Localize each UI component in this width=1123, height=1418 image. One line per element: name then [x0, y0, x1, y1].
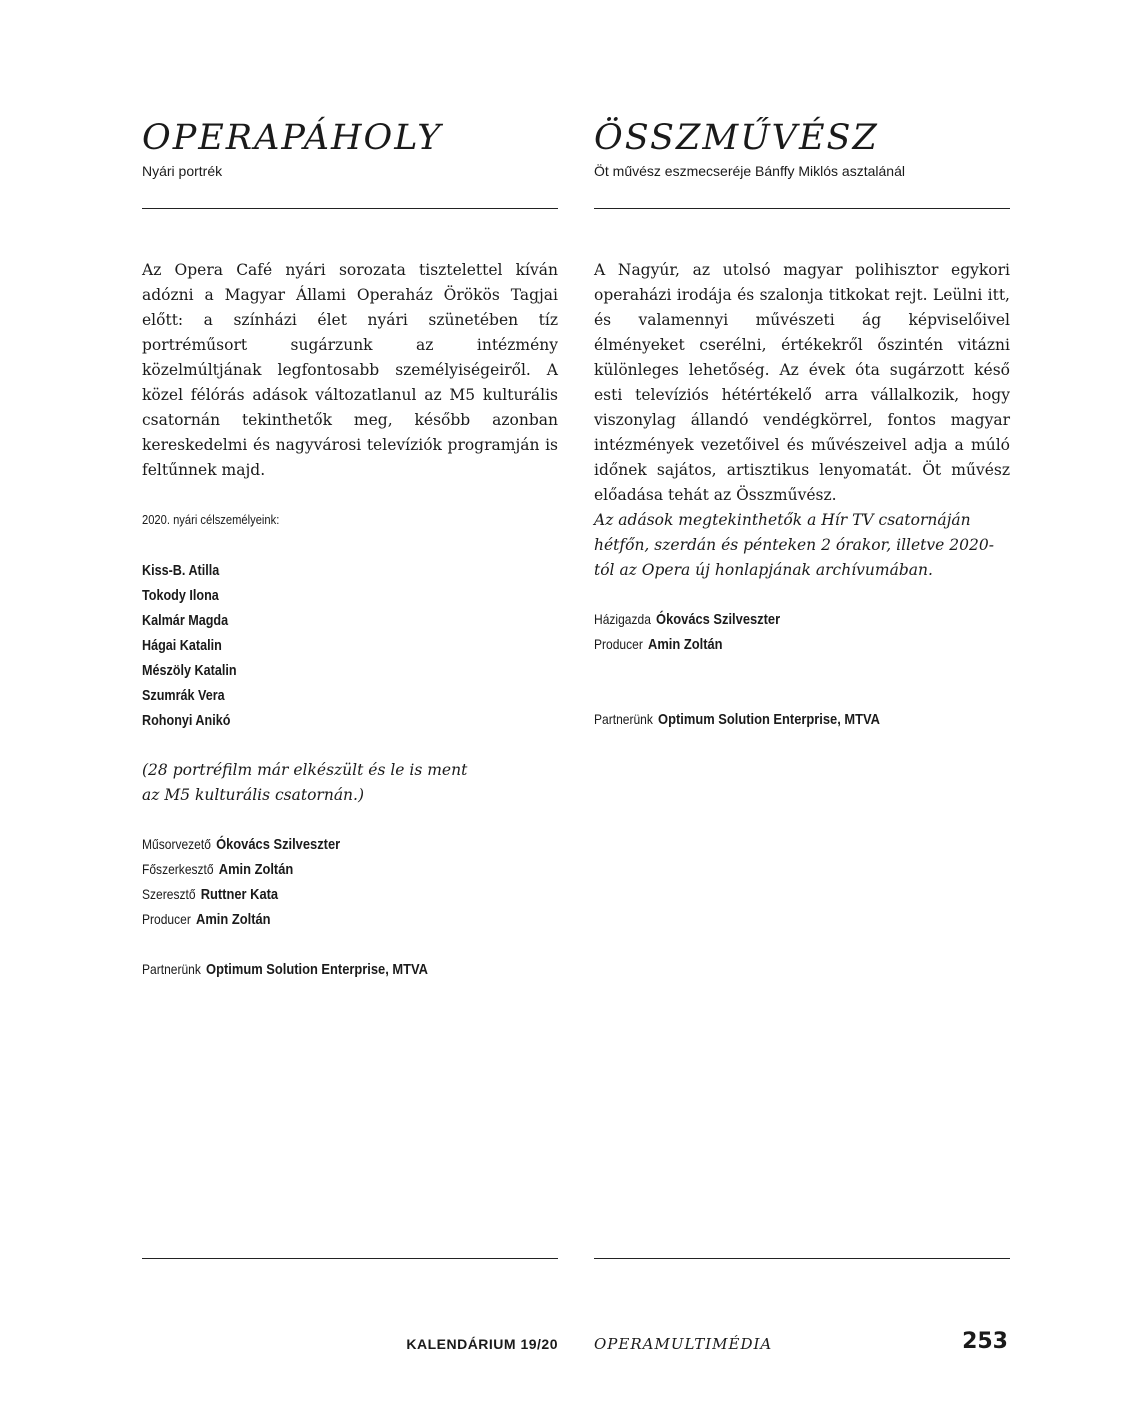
broadcast-note: Az adások megtekinthetők a Hír TV csatornáján hétfőn, szerdán és pénteken 2 órakor, illetve 2020-tól az Opera új honlapjának archívumában.: [594, 511, 994, 579]
partner-row: [142, 957, 428, 982]
credit-name: Amin Zoltán: [196, 911, 271, 928]
list-item: Hágai Katalin: [142, 637, 222, 654]
intro-paragraph: Az Opera Café nyári sorozata tisztelettel kíván adózni a Magyar Állami Operaház Örökös Tagjai előtt: a színházi élet nyári szünetében tíz portréműsort sugárzunk az intézmény közelmúltjának legfontosabb személyiségeiről. A közel félórás adások változatlanul az M5 kulturális csatornán tekinthetők meg, később azonban kereskedelmi és nagyvárosi televíziók programján is feltűnnek majd.: [142, 261, 558, 479]
list-item: Mészöly Katalin: [142, 662, 237, 679]
credit-row: [594, 632, 723, 657]
partner-row: [594, 707, 880, 732]
partner-name: Optimum Solution Enterprise, MTVA: [206, 961, 428, 978]
section-subtitle: Öt művész eszmecseréje Bánffy Miklós asztalánál: [594, 163, 905, 179]
section-name: OPERAMULTIMÉDIA: [594, 1335, 773, 1353]
section-title: OPERAPÁHOLY: [142, 118, 443, 158]
page-number: 253: [962, 1329, 1008, 1354]
publication-name: KALENDÁRIUM 19/20: [406, 1336, 558, 1352]
credit-role: Műsorvezető: [142, 836, 211, 852]
credit-name: Amin Zoltán: [648, 636, 723, 653]
credit-role: Producer: [594, 636, 643, 652]
credit-role: Főszerkesztő: [142, 861, 214, 877]
list-item: Kiss-B. Atilla: [142, 562, 220, 579]
bottom-divider: [142, 1258, 558, 1259]
credit-name: Amin Zoltán: [218, 861, 294, 878]
credit-name: Ókovács Szilveszter: [216, 836, 341, 853]
top-divider: [594, 208, 1010, 209]
note-line: (28 portréfilm már elkészült és le is ment: [142, 761, 468, 779]
partner-name: Optimum Solution Enterprise, MTVA: [658, 711, 880, 728]
credit-name: Ókovács Szilveszter: [656, 611, 781, 628]
list-item: Kalmár Magda: [142, 612, 229, 629]
credit-row: [142, 832, 340, 857]
top-divider: [142, 208, 558, 209]
intro-paragraph: A Nagyúr, az utolsó magyar polihisztor egykori operaházi irodája és szalonja titkokat rejt. Leülni itt, és valamennyi művészeti ág képviselőivel élményeket cserélni, értékekről őszintén vitázni különleges lehetőség. Az évek óta sugárzott késő esti televíziós hétértékelő arra vállalkozik, hogy viszonylag állandó vendégkörrel, fontos magyar intézmények vezetőivel és művészeivel adja a múló időnek sajátos, artisztikus lenyomatát. Öt művész előadása tehát az Összművész.: [594, 261, 1010, 504]
bottom-divider: [594, 1258, 1010, 1259]
list-heading: 2020. nyári célszemélyeink:: [142, 512, 280, 527]
note-line: az M5 kulturális csatornán.): [142, 786, 365, 804]
section-subtitle: Nyári portrék: [142, 163, 223, 179]
list-item: Tokody Ilona: [142, 587, 219, 604]
partner-role: Partnerünk: [142, 961, 201, 977]
credit-role: Producer: [142, 911, 191, 927]
credit-name: Ruttner Kata: [200, 886, 279, 903]
credit-role: Házigazda: [594, 611, 651, 627]
credit-row: [142, 882, 278, 907]
credit-row: [142, 907, 271, 932]
list-item: Szumrák Vera: [142, 687, 225, 704]
credit-row: [142, 857, 293, 882]
credit-role: Szeresztő: [142, 886, 196, 902]
person-list: [142, 558, 255, 733]
partner-role: Partnerünk: [594, 711, 653, 727]
list-item: Rohonyi Anikó: [142, 712, 231, 729]
credit-row: [594, 607, 780, 632]
section-title: ÖSSZMŰVÉSZ: [594, 118, 879, 158]
